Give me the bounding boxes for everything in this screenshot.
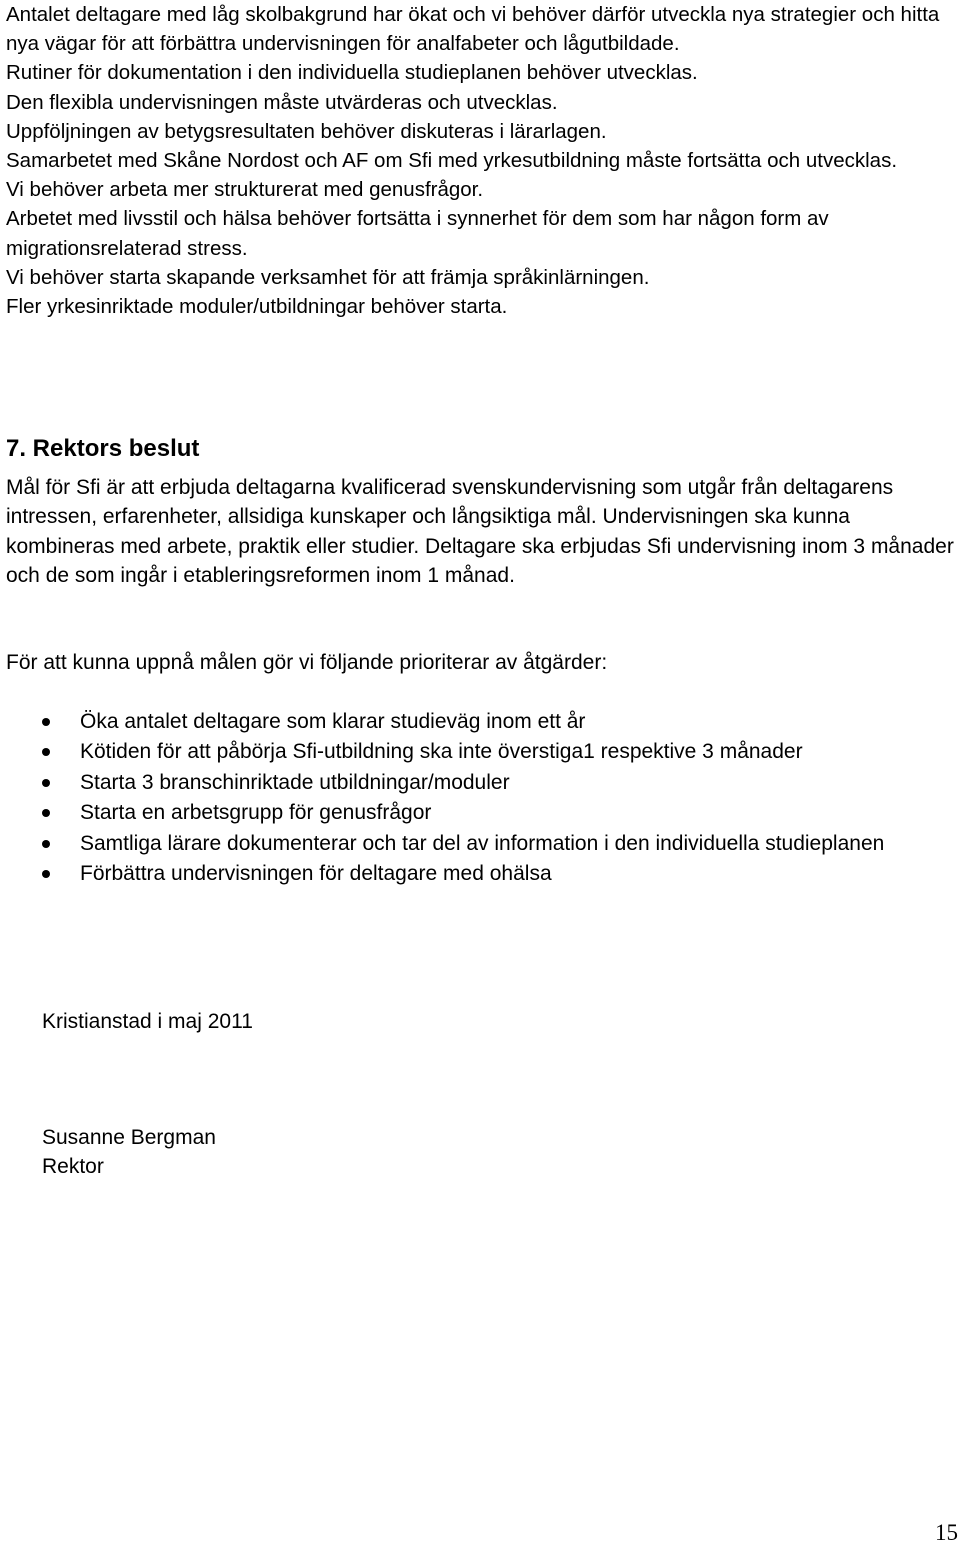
list-item — [0, 829, 950, 859]
intro-item: Vi behöver starta skapande verksamhet för att främja språkinlärningen. — [6, 265, 650, 289]
intro-item: Antalet deltagare med låg skolbakgrund har ökat och vi behöver därför utveckla nya strategier och hitta nya vägar för att förbättra undervisningen för analfabeter och lågutbildade. — [6, 3, 940, 56]
list-item-text: Samtliga lärare dokumenterar och tar del av information i den individuella studieplanen — [80, 831, 885, 855]
signature-block — [42, 1123, 216, 1182]
signatory-name: Susanne Bergman — [42, 1126, 216, 1149]
bullet-icon — [42, 809, 50, 817]
page-number: 15 — [935, 1520, 958, 1545]
list-item-text: Starta 3 branschinriktade utbildningar/moduler — [80, 770, 510, 794]
list-item — [0, 707, 950, 737]
signatory-title: Rektor — [42, 1155, 104, 1179]
list-item — [0, 768, 950, 798]
intro-list — [6, 0, 956, 321]
intro-item: Rutiner för dokumentation i den individuella studieplanen behöver utvecklas. — [6, 61, 698, 85]
list-item-text: Förbättra undervisningen för deltagare med ohälsa — [80, 862, 552, 886]
list-item — [0, 737, 950, 767]
intro-item: Den flexibla undervisningen måste utvärderas och utvecklas. — [6, 90, 558, 114]
section-heading: 7. Rektors beslut — [6, 435, 200, 462]
list-item-text: Öka antalet deltagare som klarar studieväg inom ett år — [80, 710, 586, 733]
bullet-icon — [42, 840, 50, 848]
intro-item: Arbetet med livsstil och hälsa behöver fortsätta i synnerhet för dem som har någon form av migrationsrelaterad stress. — [6, 207, 829, 260]
intro-item: Vi behöver arbeta mer strukturerat med genusfrågor. — [6, 178, 484, 202]
list-item — [0, 798, 950, 828]
intro-item: Fler yrkesinriktade moduler/utbildningar behöver starta. — [6, 295, 508, 319]
intro-item: Uppföljningen av betygsresultaten behöver diskuteras i lärarlagen. — [6, 119, 607, 143]
place-date: Kristianstad i maj 2011 — [42, 1010, 253, 1033]
bullet-icon — [42, 779, 50, 787]
priorities-intro: För att kunna uppnå målen gör vi följande prioriterar av åtgärder: — [6, 651, 608, 674]
intro-item: Samarbetet med Skåne Nordost och AF om Sfi med yrkesutbildning måste fortsätta och utvecklas. — [6, 149, 898, 173]
list-item-text: Starta en arbetsgrupp för genusfrågor — [80, 801, 432, 825]
list-item — [0, 859, 950, 889]
decision-paragraph: Mål för Sfi är att erbjuda deltagarna kvalificerad svenskundervisning som utgår från deltagarens intressen, erfarenheter, allsidiga kunskaper och långsiktiga mål. Undervisningen ska kunna kombineras med arbete, praktik eller studier. Deltagare ska erbjudas Sfi undervisning inom 3 månader och de som ingår i etableringsreformen inom 1 månad. — [6, 476, 954, 588]
bullet-icon — [42, 748, 50, 756]
bullet-icon — [42, 718, 50, 726]
priorities-list — [0, 707, 960, 889]
bullet-icon — [42, 870, 50, 878]
list-item-text: Kötiden för att påbörja Sfi-utbildning ska inte överstiga1 respektive 3 månader — [80, 740, 803, 764]
